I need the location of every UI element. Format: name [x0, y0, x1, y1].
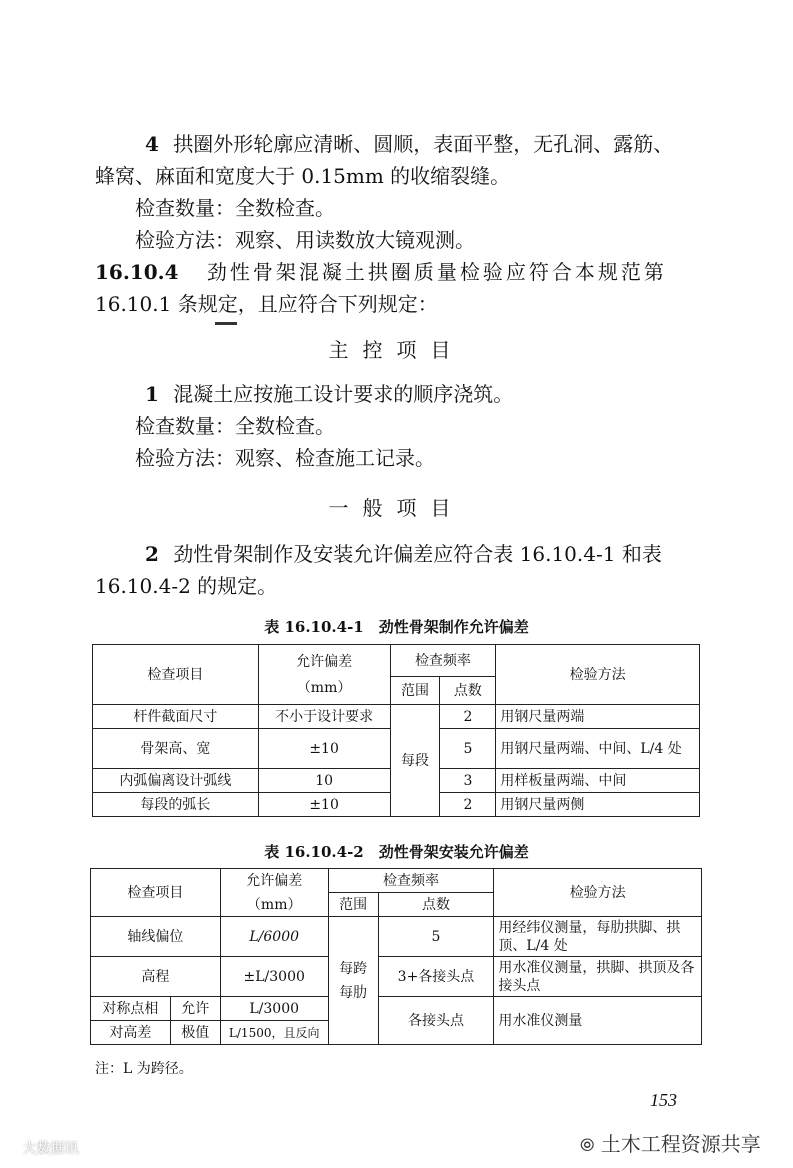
t1-r4-item: 每段的弧长 [93, 793, 259, 817]
watermark-left-icon: ◔ [6, 1141, 19, 1157]
table-row [91, 917, 702, 957]
item4-line2: 蜂窝、麻面和宽度大于 0.15mm 的收缩裂缝。 [95, 164, 511, 188]
t1-r3-method: 用样板量两端、中间 [496, 769, 700, 793]
t2-header-tol-unit: （mm） [246, 896, 302, 913]
t2-r1-method: 用经纬仪测量，每肋拱脚、拱顶、L/4 处 [494, 917, 702, 957]
general-items-heading: 一般项目 [328, 496, 465, 520]
t2-header-points: 点数 [378, 893, 494, 917]
t1-r1-method: 用钢尺量两端 [496, 705, 700, 729]
t2-r3-tol-allow: L/3000 [220, 997, 328, 1021]
t2-r2-item: 高程 [91, 957, 221, 997]
watermark-right-text: 土木工程资源共享 [600, 1132, 761, 1156]
check-method-2: 检验方法：观察、检查施工记录。 [135, 446, 435, 470]
item4-line1 [145, 130, 673, 158]
item2-line2: 16.10.4-2 的规定。 [95, 574, 278, 598]
t1-header-tol-label: 允许偏差 [296, 653, 353, 670]
t2-r1-tol: L/6000 [220, 917, 328, 957]
clause-line1 [95, 258, 667, 286]
watermark-left [6, 1138, 79, 1158]
t2-header-frequency: 检查频率 [328, 869, 494, 893]
item1-number: 1 [145, 382, 159, 406]
t2-r3-sub-allow: 允许 [170, 997, 220, 1021]
t2-r1-points: 5 [378, 917, 494, 957]
t2-header-range: 范围 [328, 893, 378, 917]
item1-line [145, 380, 513, 408]
t2-range-span: 每跨 [339, 960, 368, 977]
t1-header-frequency: 检查频率 [390, 645, 496, 677]
t2-r3-sub-limit: 极值 [170, 1021, 220, 1045]
check-quantity-2: 检查数量：全数检查。 [135, 414, 335, 438]
t2-range-rib: 每肋 [339, 984, 368, 1001]
watermark-left-text: 大数据讯 [22, 1141, 79, 1157]
clause-line2: 16.10.1 条规定，且应符合下列规定： [95, 292, 438, 316]
t2-r3-item-a: 对称点相 [91, 997, 171, 1021]
page-number: 153 [650, 1090, 677, 1110]
t2-r2-tol: ±L/3000 [220, 957, 328, 997]
table-row [93, 705, 700, 729]
t2-r3-method: 用水准仪测量 [494, 997, 702, 1045]
scan-mark [215, 322, 237, 325]
t2-header-tolerance [220, 869, 328, 917]
t2-r2-points: 3+各接头点 [378, 957, 494, 997]
item2-line1 [145, 540, 662, 568]
t2-r2-method: 用水准仪测量，拱脚、拱顶及各接头点 [494, 957, 702, 997]
t1-r2-points: 5 [440, 729, 496, 769]
t2-header-item: 检查项目 [91, 869, 221, 917]
t1-r3-tol: 10 [258, 769, 390, 793]
wechat-icon: ⦾ [580, 1135, 595, 1156]
check-method-1: 检验方法：观察、用读数放大镜观测。 [135, 228, 475, 252]
t2-range [328, 917, 378, 1045]
t1-header-points: 点数 [440, 677, 496, 705]
t1-range: 每段 [390, 705, 440, 817]
table-note: 注：L 为跨径。 [95, 1061, 193, 1077]
table-row [91, 957, 702, 997]
t2-r3-tol-limit: L/1500，且反向 [220, 1021, 328, 1045]
item4-text-1: 拱圈外形轮廓应清晰、圆顺，表面平整，无孔洞、露筋、 [173, 132, 674, 156]
t1-r2-tol: ±10 [258, 729, 390, 769]
t2-header-tol-label: 允许偏差 [246, 872, 303, 889]
t1-r4-points: 2 [440, 793, 496, 817]
table1-title: 表 16.10.4-1 劲性骨架制作允许偏差 [264, 618, 529, 636]
table2-title: 表 16.10.4-2 劲性骨架安装允许偏差 [264, 843, 529, 861]
item2-number: 2 [145, 542, 159, 566]
t2-r3-points: 各接头点 [378, 997, 494, 1045]
t1-header-tol-unit: （mm） [296, 679, 352, 696]
item2-text-1: 劲性骨架制作及安装允许偏差应符合表 16.10.4-1 和表 [173, 542, 662, 566]
table2 [90, 868, 702, 1045]
t1-r3-points: 3 [440, 769, 496, 793]
t2-r1-item: 轴线偏位 [91, 917, 221, 957]
t2-r3-item-b: 对高差 [91, 1021, 171, 1045]
t1-r2-method: 用钢尺量两端、中间、L/4 处 [496, 729, 700, 769]
t1-header-tolerance [258, 645, 390, 705]
t1-r1-points: 2 [440, 705, 496, 729]
clause-number: 16.10.4 [95, 260, 179, 284]
table-row [91, 997, 702, 1021]
t2-header-method: 检验方法 [494, 869, 702, 917]
item1-text: 混凝土应按施工设计要求的顺序浇筑。 [173, 382, 514, 406]
t1-r3-item: 内弧偏离设计弧线 [93, 769, 259, 793]
t1-header-item: 检查项目 [93, 645, 259, 705]
main-items-heading: 主控项目 [328, 338, 465, 362]
t1-r2-item: 骨架高、宽 [93, 729, 259, 769]
t1-r4-method: 用钢尺量两侧 [496, 793, 700, 817]
t1-r4-tol: ±10 [258, 793, 390, 817]
table1 [92, 644, 700, 817]
check-quantity-1: 检查数量：全数检查。 [135, 196, 335, 220]
t1-r1-item: 杆件截面尺寸 [93, 705, 259, 729]
watermark-right [580, 1128, 761, 1157]
t1-header-method: 检验方法 [496, 645, 700, 705]
clause-text-1: 劲性骨架混凝土拱圈质量检验应符合本规范第 [206, 260, 667, 284]
t1-r1-tol: 不小于设计要求 [258, 705, 390, 729]
item4-number: 4 [145, 132, 159, 156]
t1-header-range: 范围 [390, 677, 440, 705]
